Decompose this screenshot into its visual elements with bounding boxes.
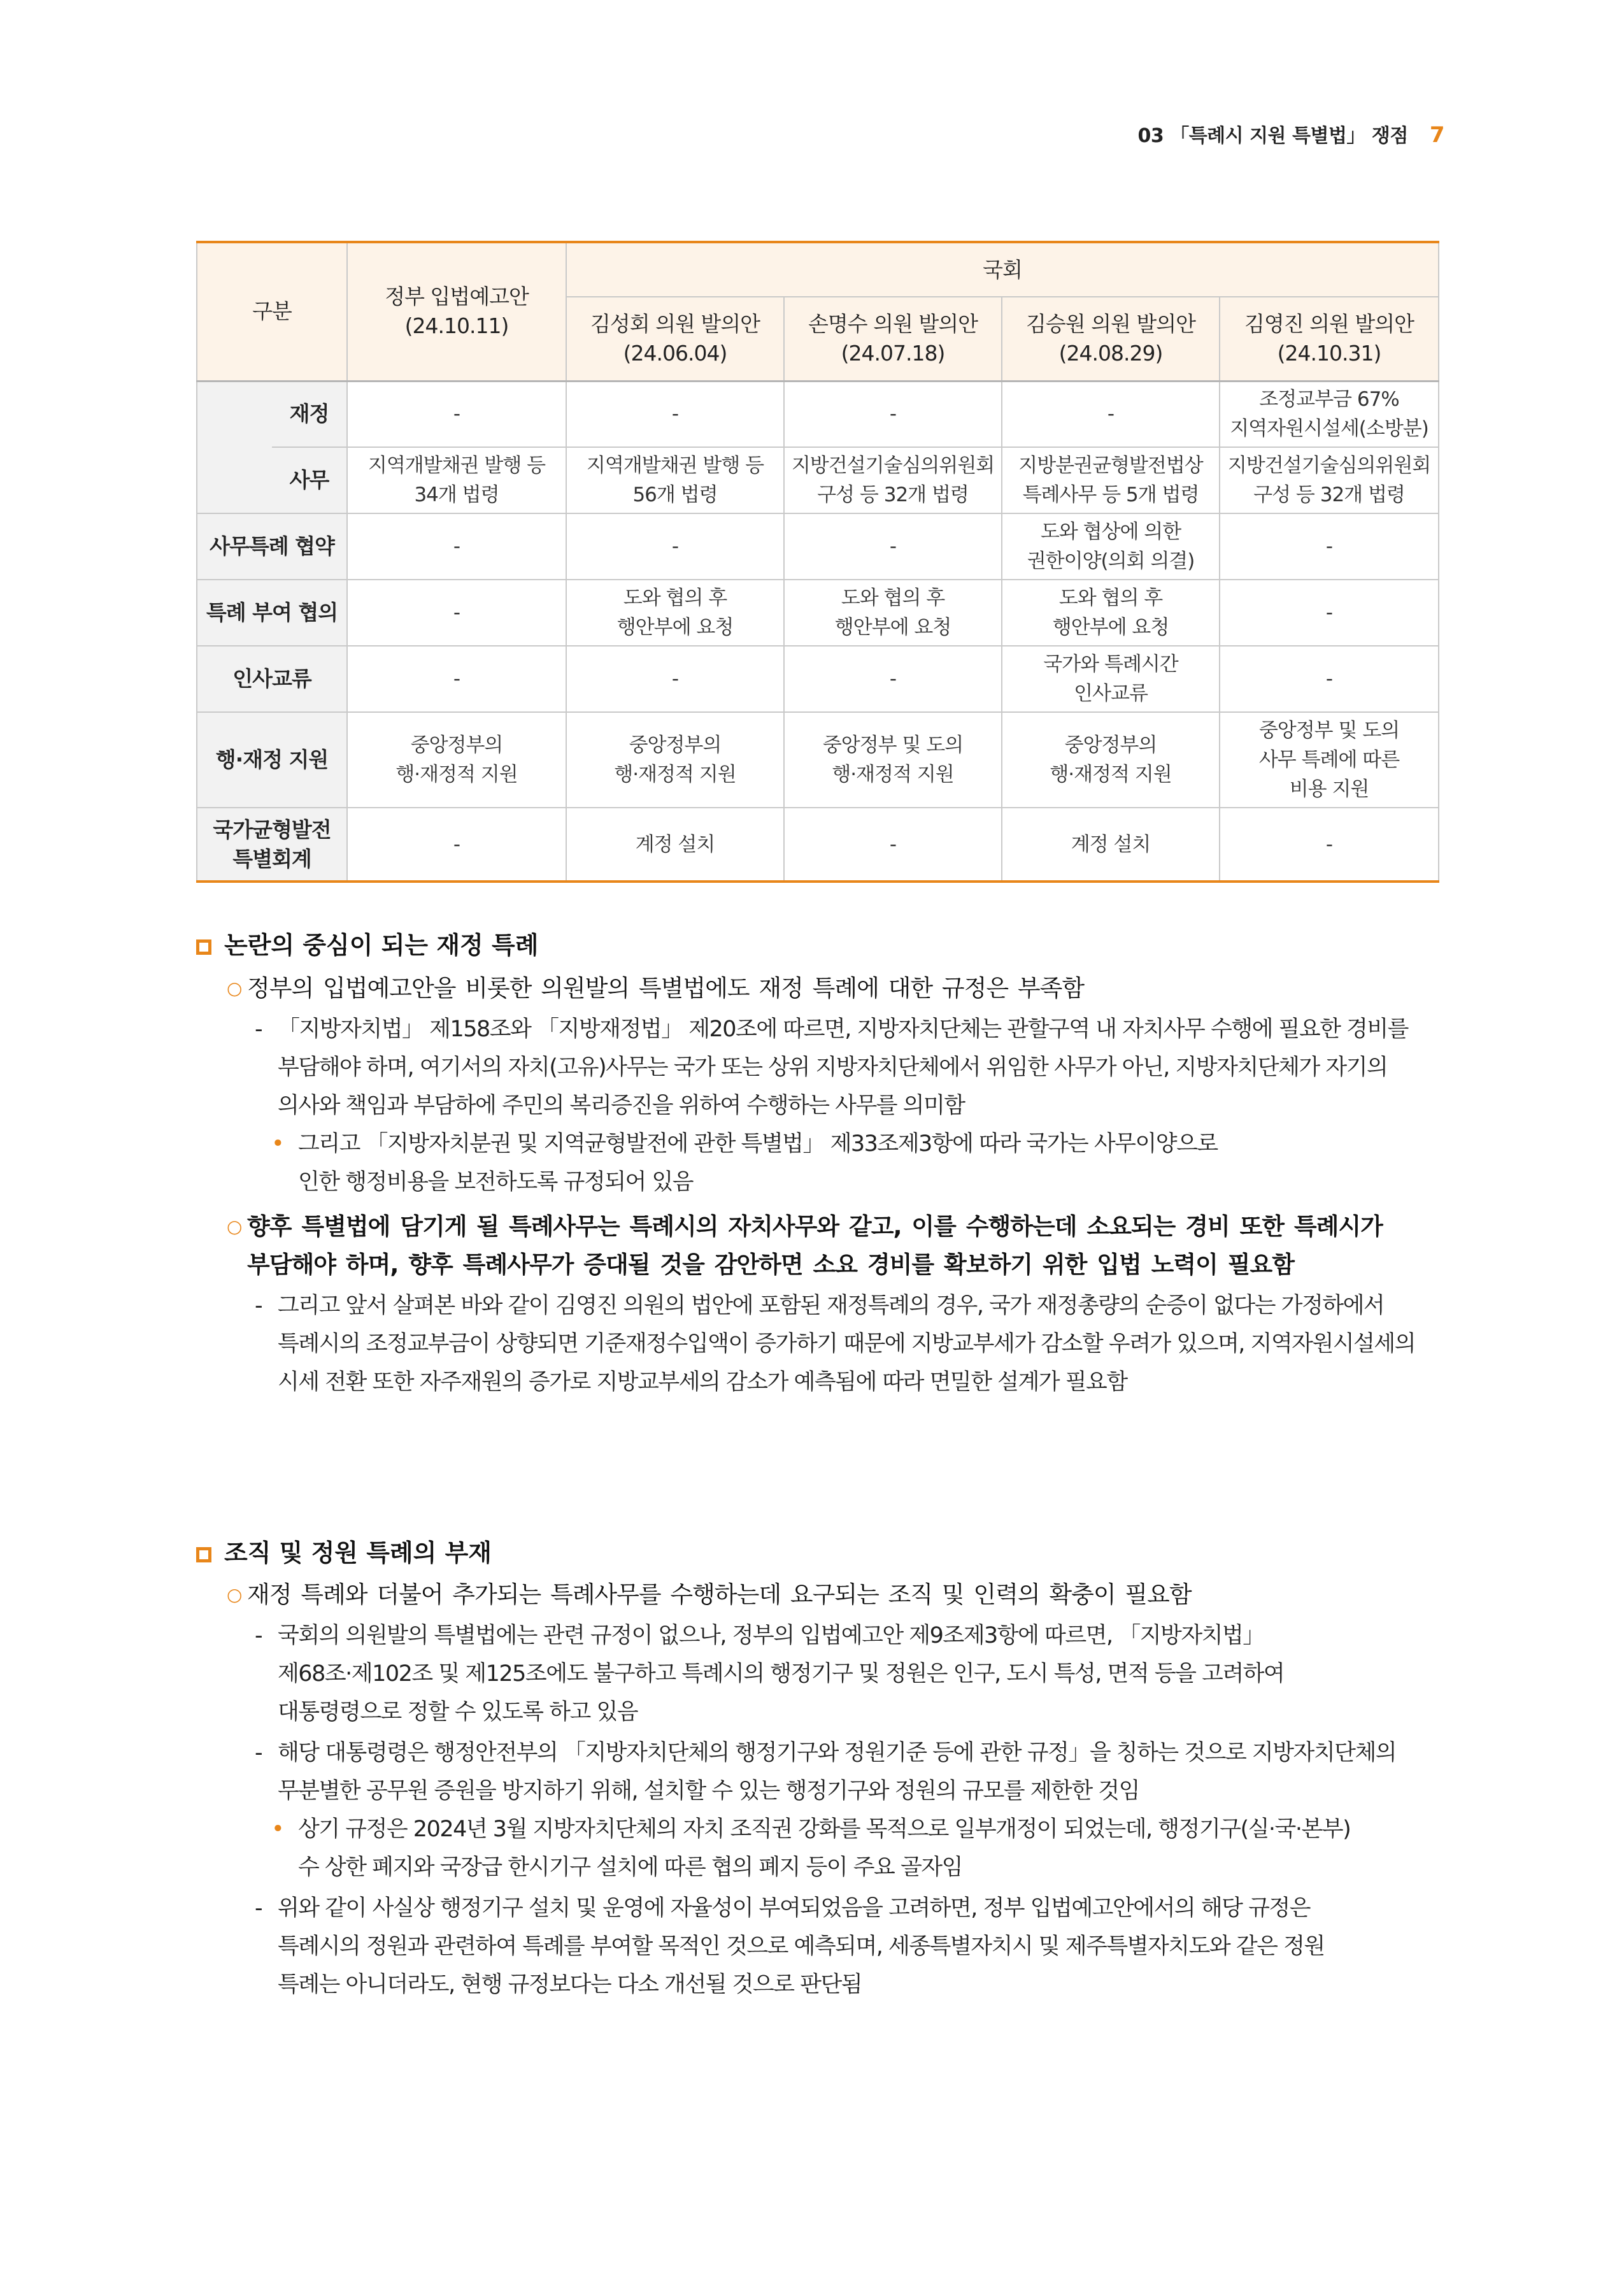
circle-bullet-icon: ○ (227, 1216, 242, 1237)
table-cell: - (347, 513, 566, 580)
table-cell: - (1220, 646, 1439, 712)
dot-item: • 그리고 「지방자치분권 및 지역균형발전에 관한 특별법」 제33조제3항에 따라 국가는 사무이양으로 인한 행정비용을 보전하도록 규정되어 있음 (196, 1125, 1438, 1201)
table-cell: - (784, 808, 1002, 882)
running-header (1138, 120, 1445, 148)
row-header: 국가균형발전 특별회계 (197, 808, 347, 882)
table-cell: 지역개발채권 발행 등 34개 법령 (347, 447, 566, 513)
square-bullet-icon (196, 1547, 211, 1562)
table-cell: 계정 설치 (1002, 808, 1220, 882)
header-category: 구분 (197, 242, 347, 381)
dash-item: - 「지방자치법」 제158조와 「지방재정법」 제20조에 따르면, 지방자치단체는 관할구역 내 자치사무 수행에 필요한 경비를 부담해야 하며, 여기서의 자치(고유)사무는 국가 또는 상위 지방자치단체에서 위임한 사무가 아닌, 지방자치단체가 자기의 의사와 책임과 부담하에 주민의 복리증진을 위하여 수행하는 사무를 의미함 (196, 1010, 1438, 1125)
circle-bullet-item: ○ 정부의 입법예고안을 비롯한 의원발의 특별법에도 재정 특례에 대한 규정은 부족함 (196, 969, 1438, 1008)
dash-item: - 그리고 앞서 살펴본 바와 같이 김영진 의원의 법안에 포함된 재정특례의 경우, 국가 재정총량의 순증이 없다는 가정하에서 특례시의 조정교부금이 상향되면 기준재정수입액이 증가하기 때문에 지방교부세가 감소할 우려가 있으며, 지역자원시설세의 시세 전환 또한 자주재원의 증가로 지방교부세의 감소가 예측됨에 따라 면밀한 설계가 필요함 (196, 1287, 1438, 1401)
dash-marker: - (255, 1623, 262, 1648)
header-assembly: 국회 (566, 242, 1439, 297)
square-bullet-icon (196, 939, 211, 955)
dash-marker: - (255, 1740, 262, 1766)
row-header: 행·재정 지원 (197, 712, 347, 808)
table-cell: 국가와 특례시간 인사교류 (1002, 646, 1220, 712)
table-cell: 도와 협의 후 행안부에 요청 (1002, 580, 1220, 646)
circle-bullet-icon: ○ (227, 1584, 242, 1605)
table-row (197, 513, 1439, 580)
dash-marker: - (255, 1017, 262, 1042)
table-cell: 도와 협의 후 행안부에 요청 (566, 580, 784, 646)
table-cell: 도와 협의 후 행안부에 요청 (784, 580, 1002, 646)
circle-bullet-icon: ○ (227, 978, 242, 999)
dot-bullet-icon: • (271, 1131, 284, 1157)
table-cell: - (1002, 381, 1220, 447)
circle-bullet-item: ○ 향후 특별법에 담기게 될 특례사무는 특례시의 자치사무와 같고, 이를 수행하는데 소요되는 경비 또한 특례시가 부담해야 하며, 향후 특례사무가 증대될 것을 감안하면 소요 경비를 확보하기 위한 입법 노력이 필요함 (196, 1208, 1438, 1284)
row-header-group (197, 381, 272, 513)
table-row (197, 580, 1439, 646)
table-cell: - (1220, 580, 1439, 646)
header-bill-4: 김영진 의원 발의안 (24.10.31) (1220, 297, 1439, 381)
running-header-title: 03 「특례시 지원 특별법」 쟁점 (1137, 125, 1408, 147)
table-cell: 지방분권균형발전법상 특례사무 등 5개 법령 (1002, 447, 1220, 513)
table-cell: - (1220, 513, 1439, 580)
table-cell: - (1220, 808, 1439, 882)
row-header: 사무특례 협약 (197, 513, 347, 580)
table-cell: 중앙정부의 행·재정적 지원 (566, 712, 784, 808)
page-number: 7 (1429, 122, 1444, 148)
table-cell: - (566, 381, 784, 447)
table-cell: - (347, 381, 566, 447)
table-cell: 지역개발채권 발행 등 56개 법령 (566, 447, 784, 513)
row-header: 특례 부여 협의 (197, 580, 347, 646)
row-header: 사무 (272, 447, 347, 513)
dash-marker: - (255, 1896, 262, 1921)
table-cell: - (347, 808, 566, 882)
table-cell: - (347, 580, 566, 646)
dot-bullet-icon: • (271, 1817, 284, 1842)
section-fiscal-special-cases (196, 927, 1438, 1401)
header-bill-2: 손명수 의원 발의안 (24.07.18) (784, 297, 1002, 381)
table-row (197, 381, 1439, 447)
table-cell: 중앙정부 및 도의 사무 특례에 따른 비용 지원 (1220, 712, 1439, 808)
table-cell: 중앙정부의 행·재정적 지원 (347, 712, 566, 808)
table-row (197, 712, 1439, 808)
circle-bullet-item: ○ 재정 특례와 더불어 추가되는 특례사무를 수행하는데 요구되는 조직 및 인력의 확충이 필요함 (196, 1576, 1438, 1614)
table-cell: 계정 설치 (566, 808, 784, 882)
table-row (197, 447, 1439, 513)
table-cell: - (784, 513, 1002, 580)
table-cell: - (347, 646, 566, 712)
table-cell: 중앙정부 및 도의 행·재정적 지원 (784, 712, 1002, 808)
dash-item: - 위와 같이 사실상 행정기구 설치 및 운영에 자율성이 부여되었음을 고려하면, 정부 입법예고안에서의 해당 규정은 특례시의 정원과 관련하여 특례를 부여할 목적인 것으로 예측되며, 세종특별자치시 및 제주특별자치도와 같은 정원 특례는 아니더라도, 현행 규정보다는 다소 개선될 것으로 판단됨 (196, 1889, 1438, 2004)
table-cell: 중앙정부의 행·재정적 지원 (1002, 712, 1220, 808)
table-cell: 지방건설기술심의위원회 구성 등 32개 법령 (784, 447, 1002, 513)
table-cell: - (784, 381, 1002, 447)
header-bill-1: 김성회 의원 발의안 (24.06.04) (566, 297, 784, 381)
section-title: 조직 및 정원 특례의 부재 (196, 1535, 1438, 1571)
header-bill-3: 김승원 의원 발의안 (24.08.29) (1002, 297, 1220, 381)
dot-item: • 상기 규정은 2024년 3월 지방자치단체의 자치 조직권 강화를 목적으로 일부개정이 되었는데, 행정기구(실·국·본부) 수 상한 폐지와 국장급 한시기구 설치에 따른 협의 폐지 등이 주요 골자임 (196, 1810, 1438, 1887)
dash-marker: - (255, 1293, 262, 1318)
row-header: 재정 (272, 381, 347, 447)
table-row (197, 808, 1439, 882)
comparison-table (196, 241, 1439, 883)
row-header: 인사교류 (197, 646, 347, 712)
table-cell: - (566, 646, 784, 712)
table-cell: 지방건설기술심의위원회 구성 등 32개 법령 (1220, 447, 1439, 513)
table-cell: 조정교부금 67% 지역자원시설세(소방분) (1220, 381, 1439, 447)
section-title: 논란의 중심이 되는 재정 특례 (196, 927, 1438, 963)
table-cell: - (784, 646, 1002, 712)
table-row (197, 646, 1439, 712)
dash-item: - 해당 대통령령은 행정안전부의 「지방자치단체의 행정기구와 정원기준 등에 관한 규정」을 칭하는 것으로 지방자치단체의 무분별한 공무원 증원을 방지하기 위해, 설치할 수 있는 행정기구와 정원의 규모를 제한한 것임 (196, 1734, 1438, 1810)
dash-item: - 국회의 의원발의 특별법에는 관련 규정이 없으나, 정부의 입법예고안 제9조제3항에 따르면, 「지방자치법」 제68조·제102조 및 제125조에도 불구하고 특례시의 행정기구 및 정원은 인구, 도시 특성, 면적 등을 고려하여 대통령령으로 정할 수 있도록 하고 있음 (196, 1617, 1438, 1731)
section-organization-special-cases (196, 1535, 1438, 2004)
header-government: 정부 입법예고안 (24.10.11) (347, 242, 566, 381)
table-cell: - (566, 513, 784, 580)
table-cell: 도와 협상에 의한 권한이양(의회 의결) (1002, 513, 1220, 580)
